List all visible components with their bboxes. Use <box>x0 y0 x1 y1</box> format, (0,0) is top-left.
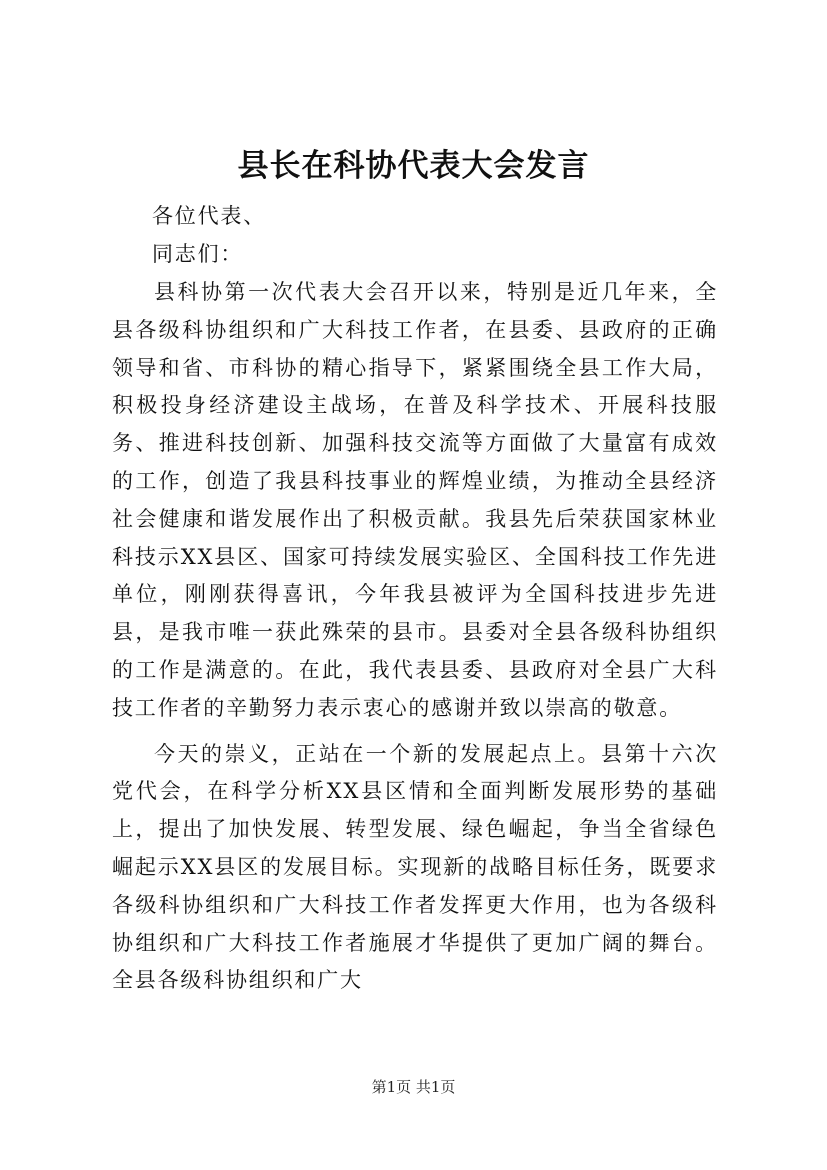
page-footer: 第1页 共1页 <box>371 1078 456 1096</box>
salutation-line-1: 各位代表、 <box>152 204 266 228</box>
body-paragraph-2: 今天的崇义，正站在一个新的发展起点上。县第十六次党代会，在科学分析XX县区情和全面判断发展形势的基础上，提出了加快发展、转型发展、绿色崛起，争当全省绿色崛起示XX县区的发展目标。实现新的战略目标任务，既要求各级科协组织和广大科技工作者发挥更大作用，也为各级科协组织和广大科技工作者施展才华提供了更加广阔的舞台。全县各级科协组织和广大 <box>112 741 718 993</box>
document-title: 县长在科协代表大会发言 <box>237 148 590 184</box>
body-paragraph-1: 县科协第一次代表大会召开以来，特别是近几年来，全县各级科协组织和广大科技工作者，在县委、县政府的正确领导和省、市科协的精心指导下，紧紧围绕全县工作大局，积极投身经济建设主战场，在普及科学技术、开展科技服务、推进科技创新、加强科技交流等方面做了大量富有成效的工作，创造了我县科技事业的辉煌业绩，为推动全县经济社会健康和谐发展作出了积极贡献。我县先后荣获国家林业科技示XX县区、国家可持续发展实验区、全国科技工作先进单位，刚刚获得喜讯，今年我县被评为全国科技进步先进县，是我市唯一获此殊荣的县市。县委对全县各级科协组织的工作是满意的。在此，我代表县委、县政府对全县广大科技工作者的辛勤努力表示衷心的感谢并致以崇高的敬意。 <box>112 280 718 720</box>
salutation-line-2: 同志们： <box>152 242 244 266</box>
document-body <box>112 274 718 1000</box>
